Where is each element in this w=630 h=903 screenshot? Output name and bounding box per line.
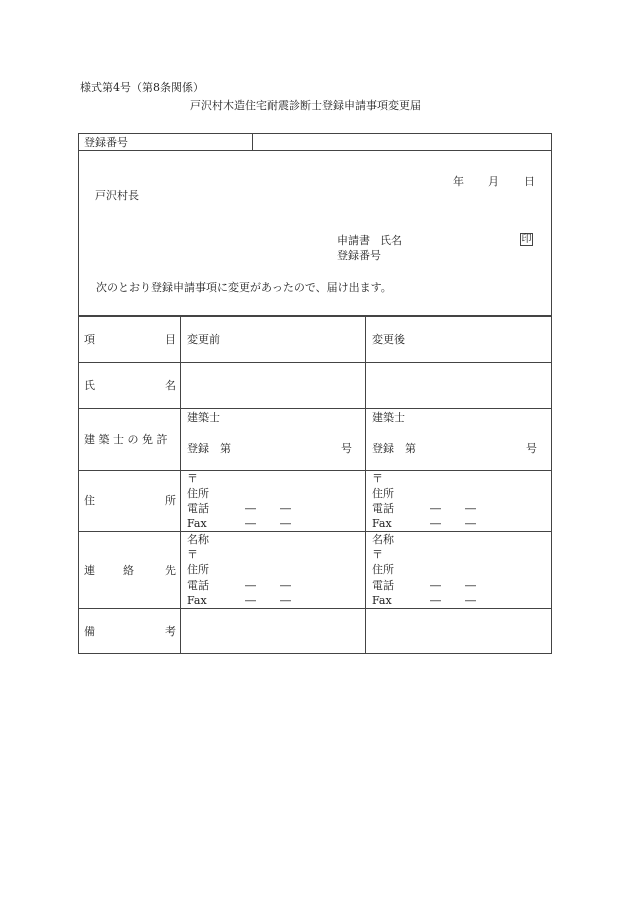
address-postal-before: 〒	[187, 472, 198, 485]
table-col-divider-2	[365, 316, 366, 654]
contact-fax-dash-2: ―	[465, 594, 476, 607]
col-before-label: 変更前	[187, 333, 220, 346]
row-name-label-2: 名	[165, 379, 176, 392]
license-kind-after: 建築士	[372, 411, 405, 424]
address-addr-after: 住所	[372, 487, 394, 500]
address-fax-dash-1: ―	[430, 517, 441, 530]
applicant-label: 申請書	[337, 234, 370, 247]
row-remarks-label-1: 備	[84, 625, 95, 638]
address-fax-after: Fax	[372, 517, 392, 530]
row-contact-label-1: 連	[84, 564, 95, 577]
license-suffix-before: 号	[341, 442, 352, 455]
address-tel-dash-2: ―	[465, 502, 476, 515]
address-tel-dash-1: ―	[430, 502, 441, 515]
row-address-label-2: 所	[165, 494, 176, 507]
table-row-divider	[78, 362, 552, 363]
applicant-name-label: 氏名	[380, 234, 402, 247]
reg-row-divider	[78, 150, 552, 151]
contact-tel-after: 電話	[372, 579, 394, 592]
address-fax-dash-1: ―	[245, 517, 256, 530]
license-reg-before: 登録	[187, 442, 209, 455]
address-fax-dash-2: ―	[280, 517, 291, 530]
reg-col-divider	[252, 133, 253, 150]
address-fax-before: Fax	[187, 517, 207, 530]
day-label: 日	[524, 175, 535, 188]
applicant-reg-label: 登録番号	[337, 249, 381, 262]
contact-postal-before: 〒	[187, 548, 198, 561]
address-tel-dash-1: ―	[245, 502, 256, 515]
address-tel-before: 電話	[187, 502, 209, 515]
address-tel-dash-2: ―	[280, 502, 291, 515]
col-item-label-2: 目	[165, 333, 176, 346]
contact-tel-dash-1: ―	[245, 579, 256, 592]
contact-name-before: 名称	[187, 533, 209, 546]
addressee: 戸沢村長	[95, 189, 139, 202]
contact-addr-before: 住所	[187, 563, 209, 576]
address-tel-after: 電話	[372, 502, 394, 515]
form-number: 様式第4号（第8条関係）	[80, 81, 204, 94]
year-label: 年	[453, 175, 464, 188]
table-row-divider	[78, 608, 552, 609]
license-reg-after: 登録	[372, 442, 394, 455]
contact-tel-dash-2: ―	[280, 579, 291, 592]
license-kind-before: 建築士	[187, 411, 220, 424]
row-remarks-label-2: 考	[165, 625, 176, 638]
license-suffix-after: 号	[526, 442, 537, 455]
contact-fax-dash-1: ―	[430, 594, 441, 607]
reg-no-label: 登録番号	[84, 136, 128, 149]
contact-name-after: 名称	[372, 533, 394, 546]
license-no-after: 第	[405, 442, 416, 455]
row-name-label-1: 氏	[84, 379, 95, 392]
contact-fax-dash-1: ―	[245, 594, 256, 607]
contact-tel-dash-2: ―	[465, 579, 476, 592]
contact-fax-after: Fax	[372, 594, 392, 607]
contact-fax-dash-2: ―	[280, 594, 291, 607]
contact-fax-before: Fax	[187, 594, 207, 607]
table-row-divider	[78, 470, 552, 471]
col-item-label-1: 項	[84, 333, 95, 346]
table-row-divider	[78, 531, 552, 532]
col-after-label: 変更後	[372, 333, 405, 346]
contact-tel-before: 電話	[187, 579, 209, 592]
contact-addr-after: 住所	[372, 563, 394, 576]
table-col-divider-1	[180, 316, 181, 654]
seal-mark: 印	[521, 234, 532, 245]
license-no-before: 第	[220, 442, 231, 455]
row-contact-label-2: 絡	[123, 564, 134, 577]
table-row-divider	[78, 408, 552, 409]
statement: 次のとおり登録申請事項に変更があったので、届け出ます。	[96, 281, 392, 294]
contact-tel-dash-1: ―	[430, 579, 441, 592]
row-address-label-1: 住	[84, 494, 95, 507]
contact-postal-after: 〒	[372, 548, 383, 561]
form-title: 戸沢村木造住宅耐震診断士登録申請事項変更届	[190, 99, 421, 112]
row-contact-label-3: 先	[165, 564, 176, 577]
row-license-label: 建 築 士 の 免 許	[84, 433, 168, 446]
address-fax-dash-2: ―	[465, 517, 476, 530]
address-addr-before: 住所	[187, 487, 209, 500]
address-postal-after: 〒	[372, 472, 383, 485]
month-label: 月	[488, 175, 499, 188]
change-table	[78, 316, 552, 654]
